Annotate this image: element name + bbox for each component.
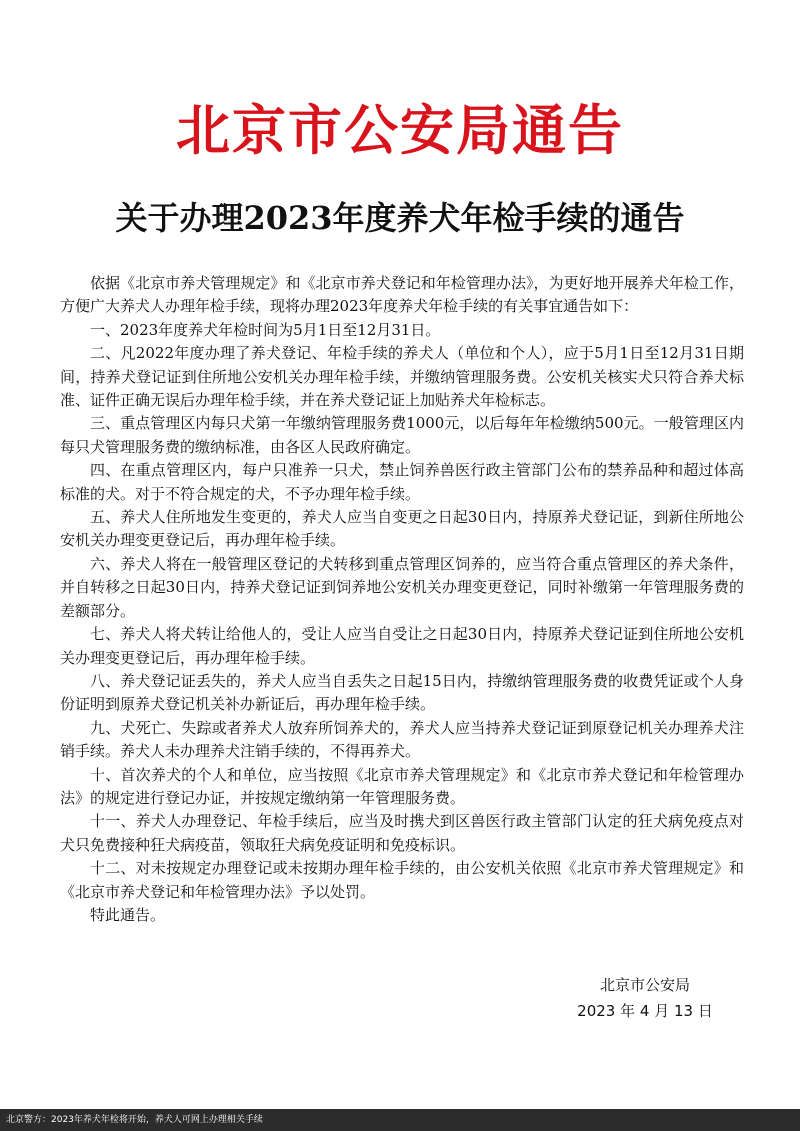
notice-paragraph-11: 十一、养犬人办理登记、年检手续后，应当及时携犬到区兽医行政主管部门认定的狂犬病免疫点对犬只免费接种狂犬病疫苗，领取狂犬病免疫证明和免疫标识。: [60, 812, 744, 854]
notice-closing: 特此通告。: [90, 905, 166, 924]
notice-paragraph-7: 七、养犬人将犬转让给他人的，受让人应当自受让之日起30日内，持原养犬登记证到住所地公安机关办理变更登记后，再办理年检手续。: [60, 625, 744, 667]
signature-issuer: 北京市公安局: [599, 976, 690, 994]
signature-block: [575, 972, 715, 1024]
notice-subtitle: 关于办理2023年度养犬年检手续的通告: [115, 199, 685, 237]
notice-header-title: 北京市公安局通告: [176, 98, 624, 162]
notice-paragraph-2: 二、凡2022年度办理了养犬登记、年检手续的养犬人（单位和个人），应于5月1日至12月31日期间，持养犬登记证到住所地公安机关办理年检手续，并缴纳管理服务费。公安机关核实犬只符合养犬标准、证件正确无误后办理年检手续，并在养犬登记证上加贴养犬年检标志。: [60, 344, 744, 410]
notice-paragraph-3: 三、重点管理区内每只犬第一年缴纳管理服务费1000元，以后每年年检缴纳500元。一般管理区内每只犬管理服务费的缴纳标准，由各区人民政府确定。: [60, 414, 744, 456]
notice-paragraph-6: 六、养犬人将在一般管理区登记的犬转移到重点管理区饲养的，应当符合重点管理区的养犬条件，并自转移之日起30日内，持养犬登记证到饲养地公安机关办理变更登记，同时补缴第一年管理服务费的差额部分。: [60, 554, 744, 620]
notice-paragraph-1: 一、2023年度养犬年检时间为5月1日至12月31日。: [90, 320, 441, 339]
notice-paragraph-9: 九、犬死亡、失踪或者养犬人放弃所饲养犬的，养犬人应当持养犬登记证到原登记机关办理养犬注销手续。养犬人未办理养犬注销手续的，不得再养犬。: [60, 718, 744, 761]
notice-paragraph-10: 十、首次养犬的个人和单位，应当按照《北京市养犬管理规定》和《北京市养犬登记和年检管理办法》的规定进行登记办证，并按规定缴纳第一年管理服务费。: [60, 765, 744, 807]
notice-paragraph-8: 八、养犬登记证丢失的，养犬人应当自丢失之日起15日内，持缴纳管理服务费的收费凭证或个人身份证明到原养犬登记机关补办新证后，再办理年检手续。: [60, 671, 744, 714]
notice-paragraph-4: 四、在重点管理区内，每户只准养一只犬，禁止饲养兽医行政主管部门公布的禁养品种和超过体高标准的犬。对于不符合规定的犬，不予办理年检手续。: [60, 461, 744, 503]
caption-bar: [0, 1109, 800, 1131]
notice-paragraph-intro: 依据《北京市养犬管理规定》和《北京市养犬登记和年检管理办法》，为更好地开展养犬年检工作，方便广大养犬人办理年检手续，现将办理2023年度养犬年检手续的有关事宜通告如下：: [60, 274, 744, 316]
signature-date: 2023 年 4 月 13 日: [577, 1002, 713, 1020]
notice-body: [60, 272, 744, 927]
notice-paragraph-5: 五、养犬人住所地发生变更的，养犬人应当自变更之日起30日内，持原养犬登记证，到新住所地公安机关办理变更登记后，再办理年检手续。: [60, 508, 744, 550]
notice-paragraph-12: 十二、对未按规定办理登记或未按期办理年检手续的，由公安机关依照《北京市养犬管理规定》和《北京市养犬登记和年检管理办法》予以处罚。: [60, 859, 744, 901]
caption-text: 北京警方：2023年养犬年检将开始，养犬人可网上办理相关手续: [6, 1115, 263, 1125]
